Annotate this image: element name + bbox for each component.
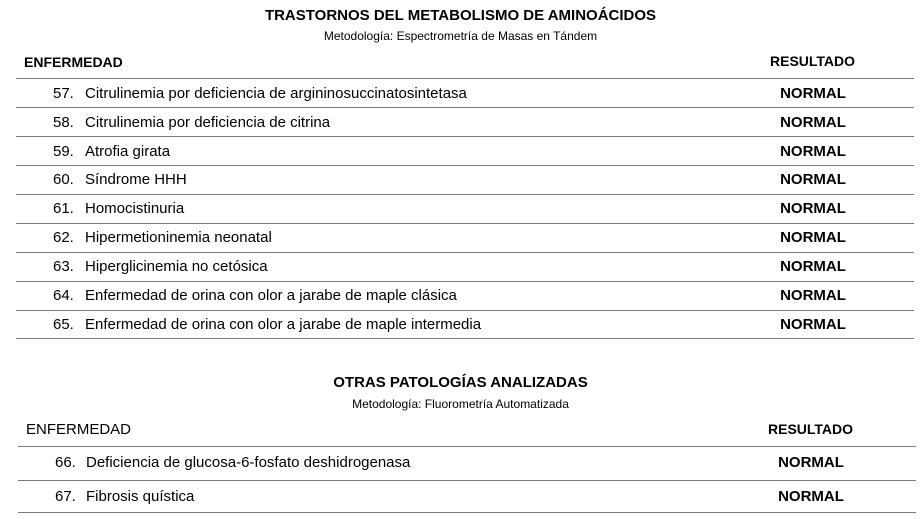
row-number: 61. [53,200,74,217]
table-row [16,165,914,194]
row-number: 63. [53,258,74,275]
row-number: 60. [53,171,74,188]
table-row [16,281,914,310]
table-row [16,78,914,107]
column-header-disease: ENFERMEDAD [24,54,123,70]
section-subtitle: Metodología: Espectrometría de Masas en Tándem [323,29,598,43]
row-number: 64. [53,287,74,304]
row-result: NORMAL [778,488,844,505]
row-disease: Fibrosis quística [86,488,195,505]
table-row [16,252,914,281]
row-result: NORMAL [780,85,846,102]
table-row [16,310,914,339]
row-disease: Citrulinemia por deficiencia de citrina [85,114,331,131]
row-result: NORMAL [780,316,846,333]
column-header-disease: ENFERMEDAD [26,421,132,438]
row-result: NORMAL [780,229,846,246]
row-result: NORMAL [780,114,846,131]
section-title: OTRAS PATOLOGÍAS ANALIZADAS [333,374,588,391]
row-number: 67. [55,488,76,505]
table-row [16,107,914,136]
section-subtitle: Metodología: Fluorometría Automatizada [352,397,569,411]
table-row [16,223,914,252]
row-number: 66. [55,454,76,471]
row-disease: Citrulinemia por deficiencia de argininosuccinatosintetasa [85,85,467,102]
table-row [16,194,914,223]
row-result: NORMAL [780,200,846,217]
row-disease: Síndrome HHH [85,171,187,188]
row-disease: Hiperglicinemia no cetósica [85,258,268,275]
row-number: 65. [53,316,74,333]
column-header-result: RESULTADO [768,421,854,437]
row-number: 59. [53,143,74,160]
row-result: NORMAL [778,454,844,471]
row-disease: Enfermedad de orina con olor a jarabe de maple intermedia [85,316,482,333]
section-title: TRASTORNOS DEL METABOLISMO DE AMINOÁCIDOS [264,7,657,24]
column-header-result: RESULTADO [770,53,856,69]
row-result: NORMAL [780,171,846,188]
table-row [16,136,914,165]
row-result: NORMAL [780,287,846,304]
row-number: 62. [53,229,74,246]
row-number: 57. [53,85,74,102]
table-row [18,480,916,513]
row-disease: Enfermedad de orina con olor a jarabe de maple clásica [85,287,457,304]
table-row [18,446,916,480]
row-number: 58. [53,114,74,131]
row-disease: Hipermetioninemia neonatal [85,229,272,246]
row-disease: Deficiencia de glucosa-6-fosfato deshidrogenasa [86,454,411,471]
row-disease: Atrofia girata [85,143,171,160]
row-result: NORMAL [780,143,846,160]
row-disease: Homocistinuria [85,200,185,217]
row-result: NORMAL [780,258,846,275]
